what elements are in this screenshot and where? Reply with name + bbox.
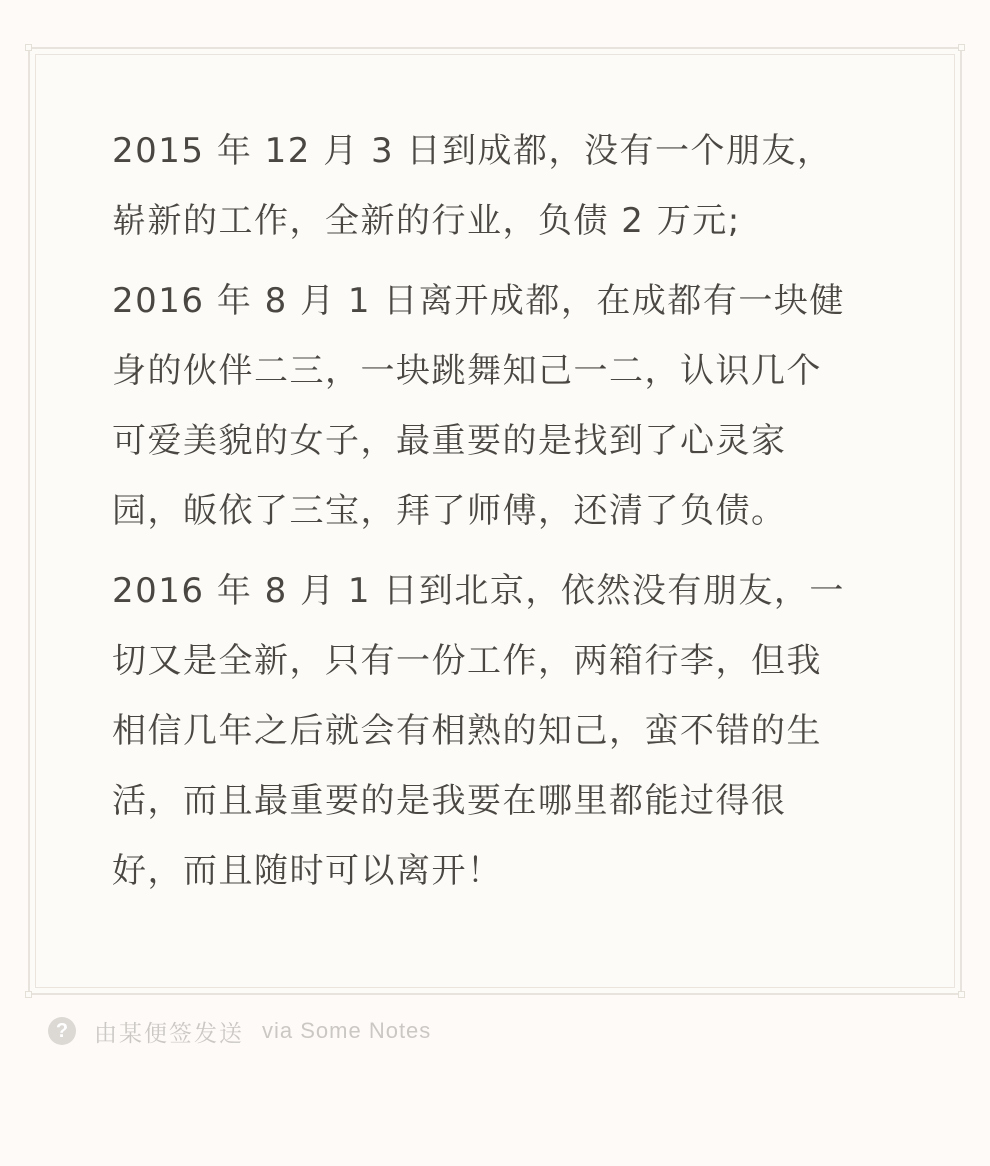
note-card [28, 47, 962, 995]
source-footer [48, 1014, 431, 1048]
note-line: 崭新的工作，全新的行业，负债 2 万元; [112, 201, 741, 241]
note-paragraph [112, 266, 887, 546]
card-corner [25, 991, 32, 998]
note-line: 2016 年 8 月 1 日离开成都，在成都有一块健 [112, 281, 845, 321]
note-line: 园，皈依了三宝，拜了师傅，还清了负债。 [112, 491, 787, 531]
note-line: 2016 年 8 月 1 日到北京，依然没有朋友，一 [112, 571, 845, 611]
note-line: 身的伙伴二三，一块跳舞知己一二，认识几个 [112, 351, 822, 391]
help-icon[interactable]: ? [48, 1017, 76, 1045]
note-line: 切又是全新，只有一份工作，两箱行李，但我 [112, 641, 822, 681]
source-label-cn: 由某便签发送 [94, 1020, 244, 1047]
source-label-en: via Some Notes [262, 1018, 432, 1043]
note-line: 2015 年 12 月 3 日到成都，没有一个朋友， [112, 131, 833, 171]
card-corner [25, 44, 32, 51]
card-corner [958, 44, 965, 51]
card-corner [958, 991, 965, 998]
note-line: 可爱美貌的女子，最重要的是找到了心灵家 [112, 421, 787, 461]
note-paragraph [112, 556, 887, 906]
note-paragraph [112, 116, 887, 256]
note-line: 好，而且随时可以离开！ [112, 851, 503, 891]
note-line: 活，而且最重要的是我要在哪里都能过得很 [112, 781, 787, 821]
note-line: 相信几年之后就会有相熟的知己，蛮不错的生 [112, 711, 822, 751]
note-body [112, 116, 887, 916]
